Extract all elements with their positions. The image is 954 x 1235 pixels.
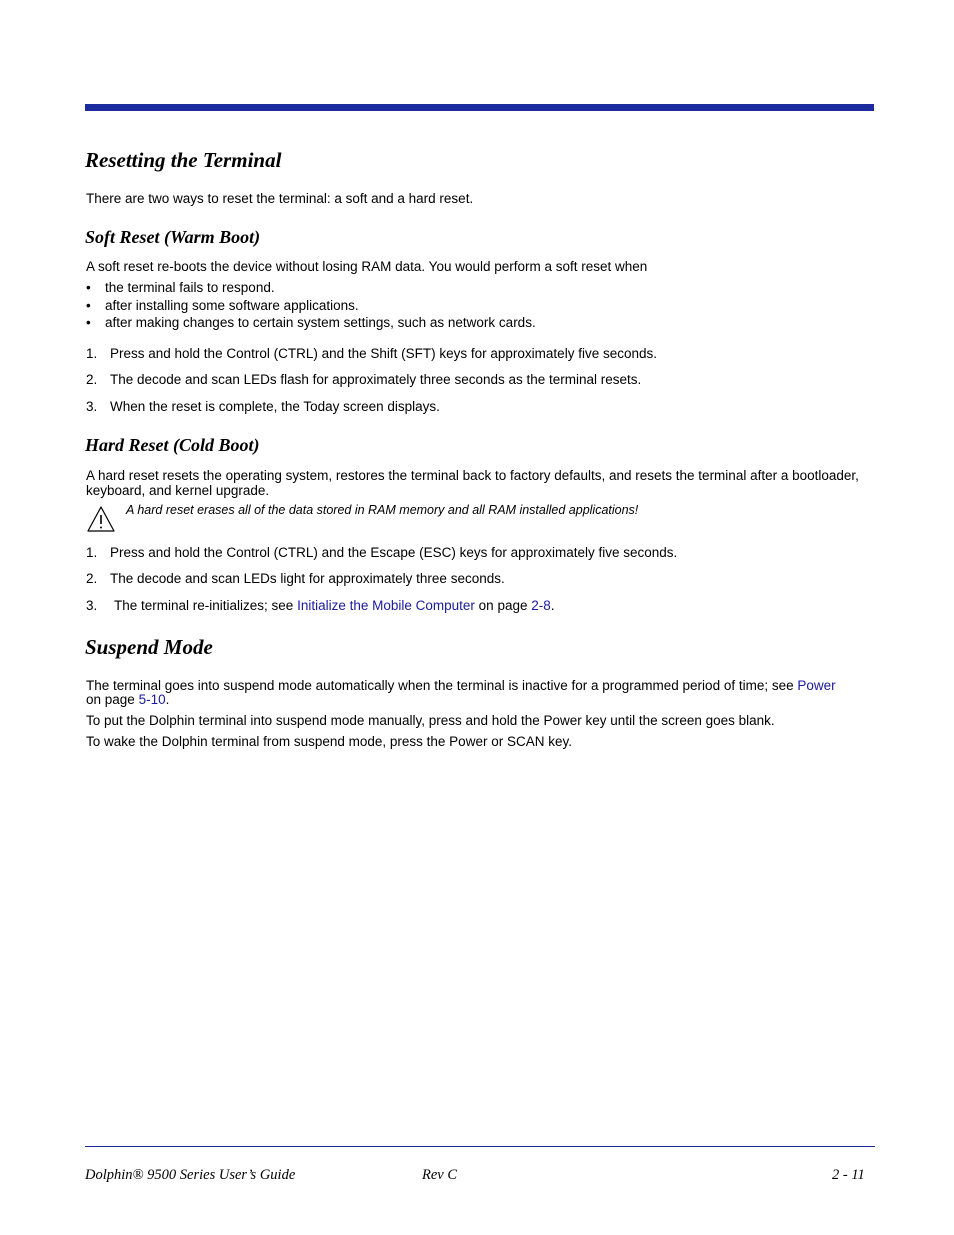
page-2-8-link[interactable]: 2-8	[531, 598, 551, 613]
soft-reset-intro: A soft reset re-boots the device without losing RAM data. You would perform a soft reset when	[86, 259, 648, 274]
step-text	[114, 598, 555, 613]
suspend-p1-post: .	[165, 692, 170, 707]
footer-guide-title: Dolphin® 9500 Series User’s Guide	[85, 1167, 296, 1183]
step-text-post: .	[550, 598, 555, 613]
section-title-suspend-mode: Suspend Mode	[85, 635, 213, 659]
power-link[interactable]: Power	[797, 678, 836, 693]
step-number: 3.	[86, 399, 98, 414]
step-number: 3.	[86, 598, 98, 613]
hard-reset-intro: A hard reset resets the operating system, restores the terminal back to factory defaults, and resets the terminal after a bootloader, keyboard, and kernel upgrade.	[86, 468, 859, 498]
step-text: Press and hold the Control (CTRL) and the Shift (SFT) keys for approximately five seconds.	[110, 346, 657, 361]
step-text: The decode and scan LEDs flash for approximately three seconds as the terminal resets.	[110, 372, 642, 387]
list-item: after making changes to certain system settings, such as network cards.	[105, 315, 536, 330]
bullet-marker: •	[86, 298, 91, 313]
step-number: 1.	[86, 346, 98, 361]
step-text: Press and hold the Control (CTRL) and the Escape (ESC) keys for approximately five seconds.	[110, 545, 678, 560]
list-item: the terminal fails to respond.	[105, 280, 275, 295]
step-number: 2.	[86, 571, 98, 586]
warning-text: A hard reset erases all of the data stored in RAM memory and all RAM installed applications!	[126, 503, 639, 517]
step-text-mid: on page	[474, 598, 532, 613]
bullet-marker: •	[86, 280, 91, 295]
warning-triangle-icon	[86, 505, 116, 538]
footer-revision: Rev C	[422, 1167, 458, 1183]
step-number: 1.	[86, 545, 98, 560]
suspend-p1-pre: The terminal goes into suspend mode automatically when the terminal is inactive for a programmed period of time; see	[86, 678, 798, 693]
step-number: 2.	[86, 372, 98, 387]
reset-intro: There are two ways to reset the terminal: a soft and a hard reset.	[86, 191, 474, 206]
suspend-paragraph-1-line-1	[86, 678, 836, 693]
bullet-marker: •	[86, 315, 91, 330]
section-title-resetting: Resetting the Terminal	[85, 148, 282, 172]
footer-rule	[85, 1146, 875, 1147]
page-5-10-link[interactable]: 5-10	[138, 692, 166, 707]
list-item: after installing some software applications.	[105, 298, 359, 313]
suspend-paragraph-2: To put the Dolphin terminal into suspend mode manually, press and hold the Power key until the screen goes blank.	[86, 713, 775, 728]
suspend-p1-mid: on page	[86, 692, 139, 707]
initialize-mobile-computer-link[interactable]: Initialize the Mobile Computer	[297, 598, 475, 613]
suspend-paragraph-3: To wake the Dolphin terminal from suspend mode, press the Power or SCAN key.	[86, 734, 572, 749]
step-text: The decode and scan LEDs light for approximately three seconds.	[110, 571, 505, 586]
subsection-title-hard-reset: Hard Reset (Cold Boot)	[85, 435, 260, 455]
header-rule	[85, 104, 874, 111]
step-text: When the reset is complete, the Today screen displays.	[110, 399, 440, 414]
subsection-title-soft-reset: Soft Reset (Warm Boot)	[85, 227, 261, 247]
step-text-pre: The terminal re-initializes; see	[114, 598, 298, 613]
footer-page-number: 2 - 11	[832, 1167, 865, 1183]
suspend-paragraph-1-line-2	[86, 692, 169, 707]
